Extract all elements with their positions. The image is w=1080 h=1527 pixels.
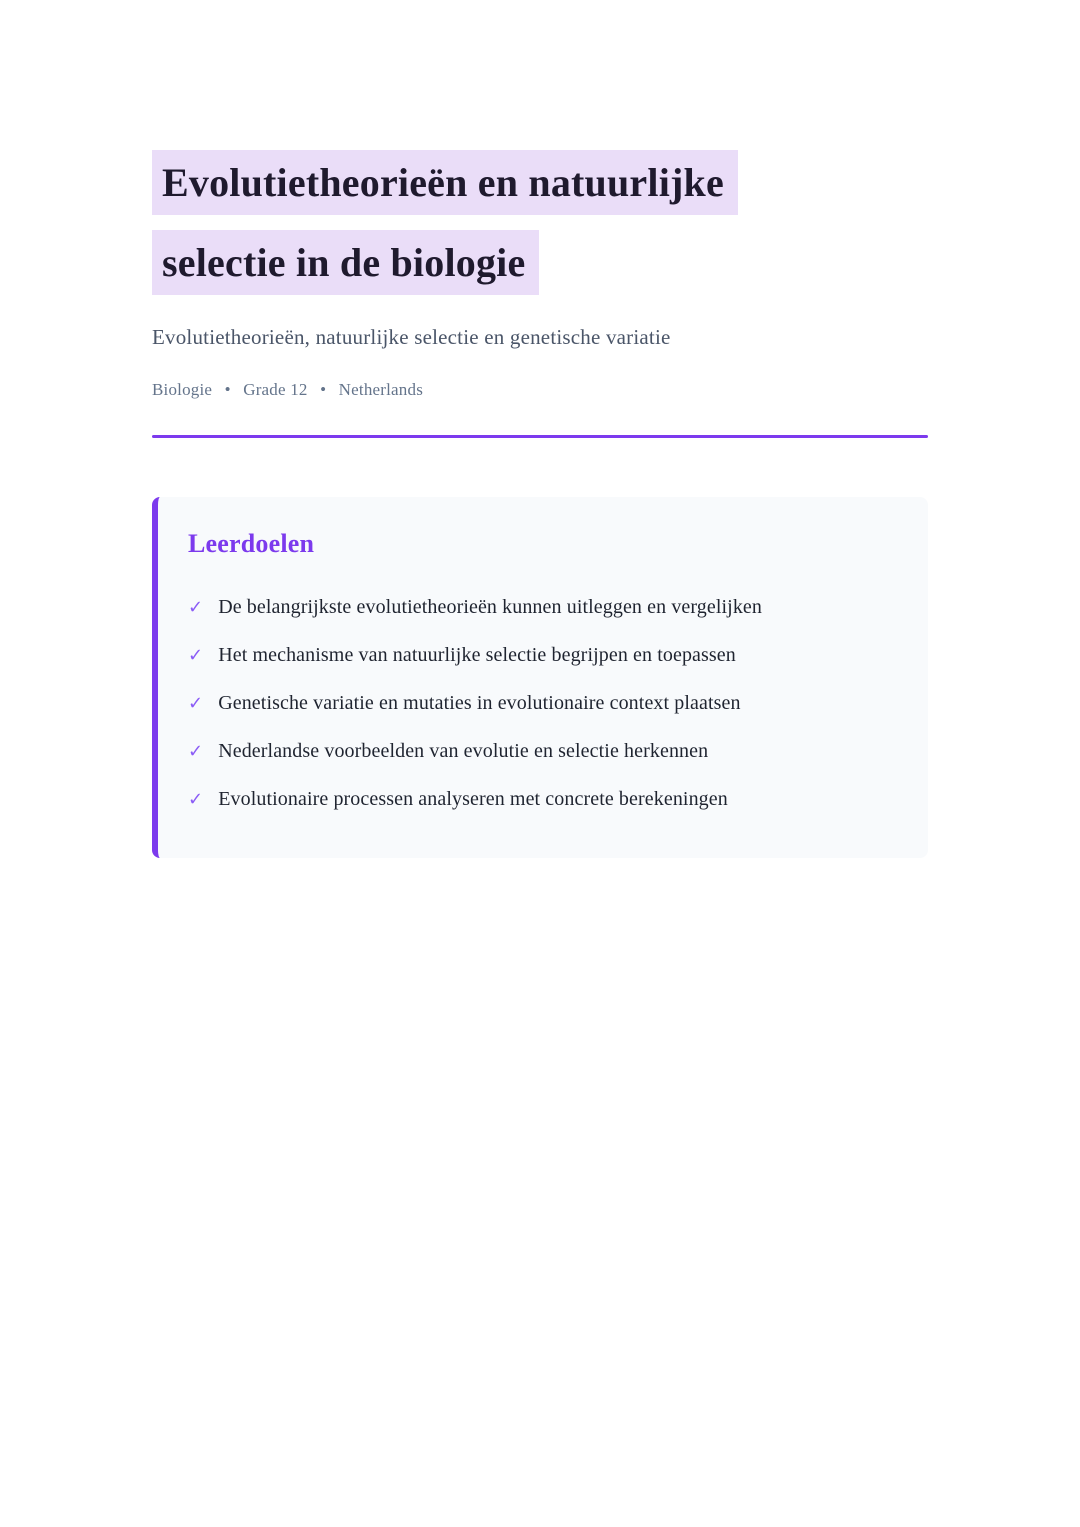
meta-subject: Biologie: [152, 380, 213, 399]
checkmark-icon: ✓: [188, 645, 204, 666]
objective-text: Het mechanisme van natuurlijke selectie begrijpen en toepassen: [218, 644, 736, 666]
page-subtitle: Evolutietheorieën, natuurlijke selectie en genetische variatie: [152, 325, 671, 349]
objective-item: [188, 595, 888, 620]
objectives-card: [152, 497, 928, 858]
accent-divider: [152, 435, 928, 438]
objective-text: De belangrijkste evolutietheorieën kunnen uitleggen en vergelijken: [218, 596, 763, 618]
bullet-separator: •: [224, 380, 231, 399]
objective-item: [188, 643, 888, 668]
bullet-separator: •: [320, 380, 327, 399]
checkmark-icon: ✓: [188, 741, 204, 762]
checkmark-icon: ✓: [188, 693, 204, 714]
objective-item: [188, 739, 888, 764]
objectives-heading: Leerdoelen: [188, 529, 315, 558]
objective-text: Evolutionaire processen analyseren met concrete berekeningen: [218, 788, 728, 810]
objective-item: [188, 787, 888, 812]
title-highlight: Evolutietheorieën en natuurlijke: [152, 150, 738, 215]
checkmark-icon: ✓: [188, 597, 204, 618]
meta-grade: Grade 12: [243, 380, 308, 399]
page-title-line-2: [152, 230, 928, 295]
objective-text: Nederlandse voorbeelden van evolutie en selectie herkennen: [218, 740, 709, 762]
meta-line: [152, 380, 928, 400]
page-title-line-1: [152, 150, 928, 215]
checkmark-icon: ✓: [188, 789, 204, 810]
title-highlight: selectie in de biologie: [152, 230, 539, 295]
meta-region: Netherlands: [338, 380, 424, 399]
objective-item: [188, 691, 888, 716]
objectives-list: [188, 595, 888, 812]
page-title: [152, 150, 928, 295]
objective-text: Genetische variatie en mutaties in evolutionaire context plaatsen: [218, 692, 741, 714]
